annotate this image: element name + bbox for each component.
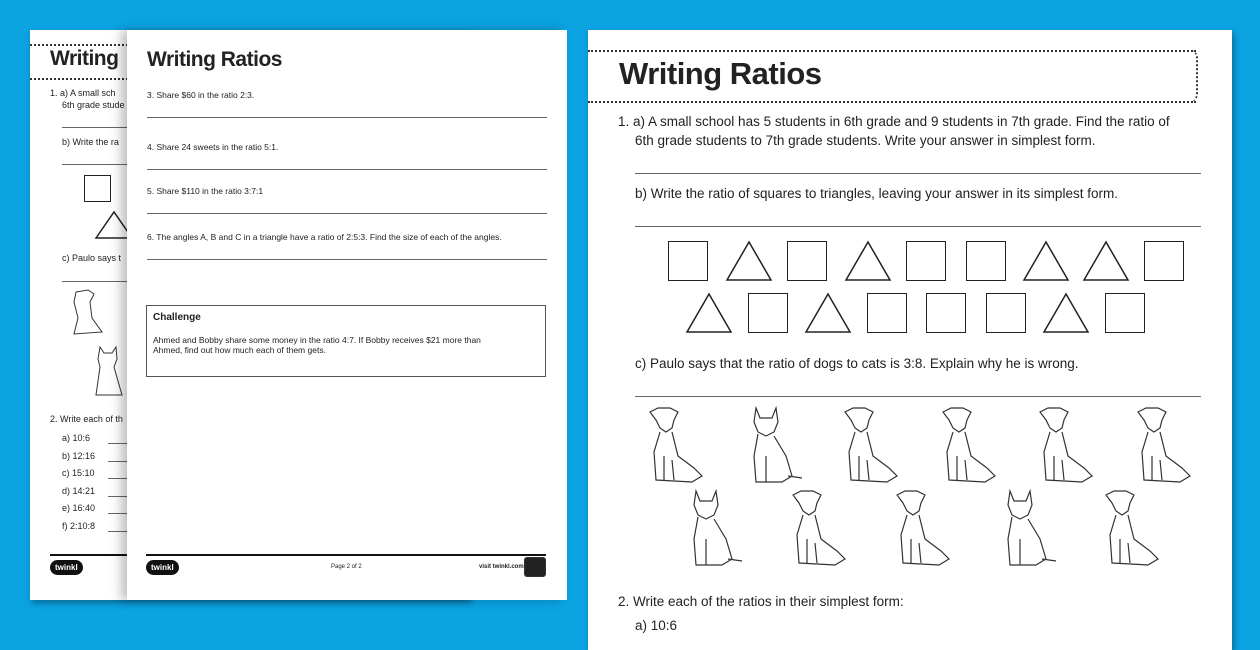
square-shape: [84, 175, 111, 202]
ratio-item: d) 14:21: [62, 485, 96, 496]
title-border: [588, 50, 1196, 52]
row2-square-shape: [748, 293, 788, 333]
challenge-text: Ahmed and Bobby share some money in the ratio 4:7. If Bobby receives $21 more than: [153, 335, 481, 345]
row2-triangle-shape: [685, 292, 733, 334]
ratio-item: e) 16:40: [62, 503, 96, 513]
question-3: 3. Share $60 in the ratio 2:3.: [147, 90, 255, 100]
worksheet-page-2: [127, 30, 567, 600]
dog-illustration: [839, 406, 903, 486]
answer-line: [635, 173, 1201, 174]
cat-illustration: [742, 406, 806, 486]
answer-line: [147, 213, 547, 214]
question-1a-cont: 6th grade stude: [62, 100, 125, 110]
row2-triangle-shape: [804, 292, 852, 334]
row1-square-shape: [787, 241, 827, 281]
row2-square-shape: [1105, 293, 1145, 333]
title-border: [30, 44, 140, 46]
ratio-item: b) 12:16: [62, 450, 96, 461]
page-number: Page 2 of 2: [331, 564, 362, 570]
challenge-box: [146, 305, 546, 377]
cat-illustration: [92, 345, 128, 399]
worksheet-page-1: [588, 30, 1232, 650]
ratio-item: f) 2:10:8: [62, 520, 96, 531]
row1-triangle-shape: [1022, 240, 1070, 282]
answer-line: [147, 117, 547, 118]
title-border: [30, 78, 140, 80]
title-border: [588, 101, 1196, 103]
dog-illustration: [1034, 406, 1098, 486]
question-1c: c) Paulo says that the ratio of dogs to cats is 3:8. Explain why he is wrong.: [635, 356, 1079, 371]
ratio-item: c) 15:10: [62, 468, 95, 478]
question-1c: c) Paulo says t: [62, 253, 122, 263]
visit-link[interactable]: visit twinkl.com: [479, 564, 524, 570]
page-title: Writing Ratios: [619, 56, 822, 91]
question-1b: b) Write the ra: [62, 137, 119, 147]
cat-illustration: [682, 489, 746, 569]
row2-square-shape: [986, 293, 1026, 333]
row2-square-shape: [867, 293, 907, 333]
dog-illustration: [787, 489, 851, 569]
answer-line: [635, 396, 1201, 397]
challenge-title: Challenge: [153, 312, 201, 323]
cat-illustration: [996, 489, 1060, 569]
answer-line: [147, 259, 547, 260]
dog-illustration: [1100, 489, 1164, 569]
ratio-item-a: a) 10:6: [635, 618, 678, 633]
question-2: 2. Write each of th: [50, 414, 123, 424]
answer-line: [147, 169, 547, 170]
row1-square-shape: [1144, 241, 1184, 281]
ratio-item: a) 10:6: [62, 433, 91, 443]
row1-triangle-shape: [844, 240, 892, 282]
question-2: 2. Write each of the ratios in their simplest form:: [618, 594, 904, 609]
page-title: Writing: [50, 47, 119, 70]
row2-triangle-shape: [1042, 292, 1090, 334]
row1-square-shape: [668, 241, 708, 281]
twinkl-logo: twinkl: [146, 560, 179, 575]
question-4: 4. Share 24 sweets in the ratio 5:1.: [147, 142, 279, 152]
question-6: 6. The angles A, B and C in a triangle have a ratio of 2:5:3. Find the size of each of the angles.: [147, 232, 502, 242]
dog-illustration: [1132, 406, 1196, 486]
question-1a-cont: 6th grade students to 7th grade students. Write your answer in simplest form.: [635, 133, 1096, 148]
dog-illustration: [891, 489, 955, 569]
twinkl-logo: twinkl: [50, 560, 83, 575]
question-5: 5. Share $110 in the ratio 3:7:1: [147, 186, 264, 196]
title-border-corner: [1184, 50, 1198, 102]
answer-line: [635, 226, 1201, 227]
row1-triangle-shape: [725, 240, 773, 282]
row2-square-shape: [926, 293, 966, 333]
row1-square-shape: [906, 241, 946, 281]
challenge-text-cont: Ahmed, find out how much each of them gets.: [153, 345, 326, 355]
row1-square-shape: [966, 241, 1006, 281]
dog-illustration: [644, 406, 708, 486]
question-1a: 1. a) A small sch: [50, 88, 116, 98]
dog-illustration: [937, 406, 1001, 486]
question-1b: b) Write the ratio of squares to triangles, leaving your answer in its simplest form.: [635, 186, 1118, 201]
question-1a: 1. a) A small school has 5 students in 6th grade and 9 students in 7th grade. Find the ratio of: [618, 114, 1170, 129]
twinkl-badge-icon: [524, 557, 546, 577]
page-title: Writing Ratios: [147, 48, 282, 71]
footer-line: [146, 554, 546, 556]
dog-illustration: [68, 288, 108, 338]
row1-triangle-shape: [1082, 240, 1130, 282]
